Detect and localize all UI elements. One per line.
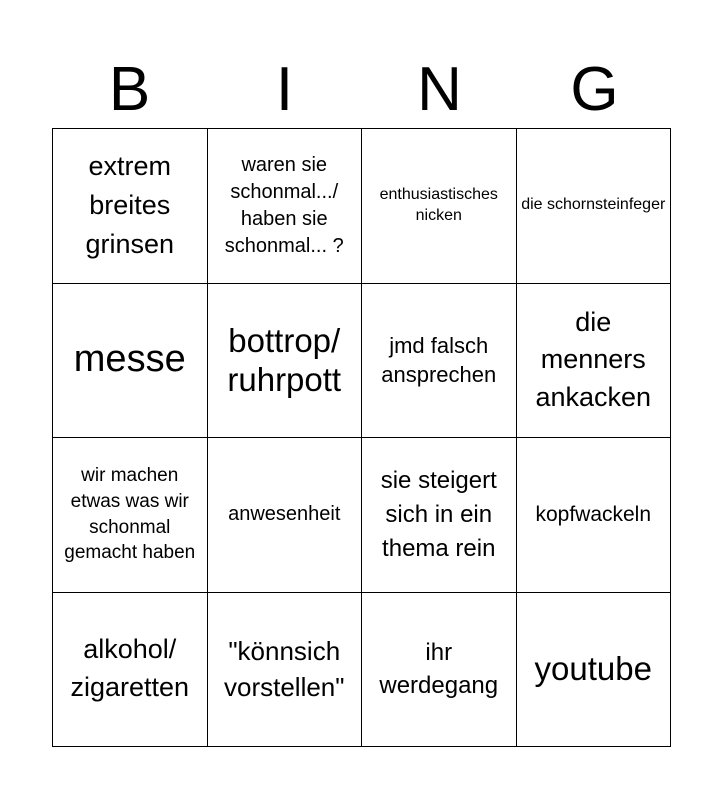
header-letter-n: N — [417, 55, 462, 124]
bingo-cell[interactable]: "könnsich vorstellen" — [208, 593, 363, 748]
bingo-cell[interactable]: waren sie schonmal.../ haben sie schonmal... ? — [208, 129, 363, 284]
bingo-cell[interactable]: extrem breites grinsen — [53, 129, 208, 284]
bingo-cell[interactable]: wir machen etwas was wir schonmal gemacht haben — [53, 438, 208, 593]
bingo-cell[interactable]: bottrop/ ruhrpott — [208, 284, 363, 439]
bingo-cell[interactable]: kopfwackeln — [517, 438, 672, 593]
bingo-cell[interactable]: messe — [53, 284, 208, 439]
header-letter-i: I — [275, 55, 294, 124]
bingo-cell[interactable]: jmd falsch ansprechen — [362, 284, 517, 439]
bingo-cell[interactable]: youtube — [517, 593, 672, 748]
header-letter-g: G — [570, 55, 619, 124]
bingo-board — [52, 128, 671, 747]
bingo-cell[interactable]: sie steigert sich in ein thema rein — [362, 438, 517, 593]
bingo-cell[interactable]: alkohol/ zigaretten — [53, 593, 208, 748]
bingo-cell[interactable]: die menners ankacken — [517, 284, 672, 439]
header-letter-b: B — [108, 55, 151, 124]
bingo-cell[interactable]: anwesenheit — [208, 438, 363, 593]
bingo-cell[interactable]: enthusiastisches nicken — [362, 129, 517, 284]
bingo-cell[interactable]: ihr werdegang — [362, 593, 517, 748]
bingo-header — [52, 52, 672, 128]
bingo-cell[interactable]: die schornsteinfeger — [517, 129, 672, 284]
